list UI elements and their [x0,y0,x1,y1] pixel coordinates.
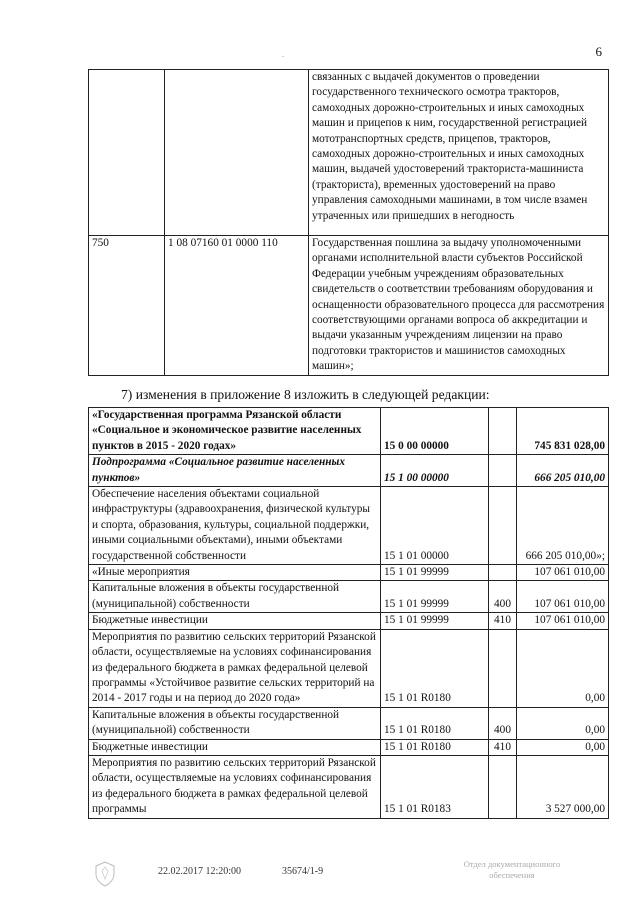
revenue-code-cell [165,70,309,236]
table-row [89,487,609,565]
budget-allocation-table [88,407,609,819]
amount-cell: 3 527 000,00 [517,755,609,818]
item-name-cell: Бюджетные инвестиции [89,613,381,629]
target-code-cell: 15 1 01 00000 [381,487,489,565]
amount-cell: 107 061 010,00 [517,565,609,581]
table-row [89,755,609,818]
amendment-intro: 7) изменения в приложение 8 изложить в следующей редакции: [121,387,490,402]
amount-cell: 0,00 [517,707,609,739]
table-row [89,236,609,376]
target-code-cell: 15 1 01 R0183 [381,755,489,818]
expense-type-cell: 410 [489,739,517,755]
expense-type-cell [489,487,517,565]
expense-type-cell: 400 [489,581,517,613]
target-code-cell: 15 0 00 00000 [381,408,489,455]
table-row [89,408,609,455]
item-name-cell: Капитальные вложения в объекты государственной (муниципальной) собственности [89,581,381,613]
target-code-cell: 15 1 00 00000 [381,455,489,487]
description-cell: связанных с выдачей документов о проведении государственного технического осмотра тракторов, самоходных дорожно-строительных и иных самоходных машин и прицепов к ним, государственной регистрацией мототранспортных средств, прицепов, тракторов, самоходных дорожно-строительных и иных самоходных машин, выдачей удостоверений тракториста-машиниста (тракториста), временных удостоверений на право управления самоходными машинами, в том числе взамен утраченных или пришедших в негодность [309,70,609,236]
document-footer [0,857,640,897]
page-number: 6 [595,44,602,59]
expense-type-cell [489,455,517,487]
table-row [89,581,609,613]
item-name-cell: Мероприятия по развитию сельских территорий Рязанской области, осуществляемые на условиях софинансирования из федерального бюджета в рамках федеральной целевой программы [89,755,381,818]
document-number: 35674/1-9 [282,866,324,877]
expense-type-cell: 410 [489,613,517,629]
revenue-code-table [88,69,609,376]
table-row [89,455,609,487]
admin-code-cell: 750 [89,236,165,376]
revenue-code-cell: 1 08 07160 01 0000 110 [165,236,309,376]
expense-type-cell [489,565,517,581]
amount-cell: 745 831 028,00 [517,408,609,455]
office-stamp: Отдел документационного обеспечения [463,859,561,880]
expense-type-cell [489,629,517,707]
target-code-cell: 15 1 01 99999 [381,581,489,613]
amount-cell: 0,00 [517,629,609,707]
table-row [89,739,609,755]
admin-code-cell [89,70,165,236]
amount-cell: 666 205 010,00»; [517,487,609,565]
description-cell: Государственная пошлина за выдачу уполномоченными органами исполнительной власти субъектов Российской Федерации учебным учреждениям образовательных свидетельств о соответствии требованиям оборудования и оснащенности образовательного процесса для рассмотрения соответствующими органами вопроса об аккредитации и выдачи указанным учреждениям лицензии на право подготовки трактористов и машинистов самоходных машин»; [309,236,609,376]
target-code-cell: 15 1 01 R0180 [381,707,489,739]
target-code-cell: 15 1 01 R0180 [381,629,489,707]
table-row [89,629,609,707]
target-code-cell: 15 1 01 99999 [381,613,489,629]
amount-cell: 107 061 010,00 [517,613,609,629]
item-name-cell: Мероприятия по развитию сельских территорий Рязанской области, осуществляемые на условиях софинансирования из федерального бюджета в рамках федеральной целевой программы «Устойчивое развитие сельских территорий на 2014 - 2017 годы и на период до 2020 года» [89,629,381,707]
table-row [89,707,609,739]
top-mark: . [282,50,284,59]
amount-cell: 0,00 [517,739,609,755]
item-name-cell: «Государственная программа Рязанской области «Социальное и экономическое развитие населенных пунктов в 2015 - 2020 годах» [89,408,381,455]
item-name-cell: Подпрограмма «Социальное развитие населенных пунктов» [89,455,381,487]
registration-timestamp: 22.02.2017 12:20:00 [158,866,242,877]
amount-cell: 666 205 010,00 [517,455,609,487]
table-row [89,70,609,236]
target-code-cell: 15 1 01 R0180 [381,739,489,755]
expense-type-cell [489,755,517,818]
item-name-cell: Капитальные вложения в объекты государственной (муниципальной) собственности [89,707,381,739]
expense-type-cell [489,408,517,455]
expense-type-cell: 400 [489,707,517,739]
table-row [89,565,609,581]
item-name-cell: Обеспечение населения объектами социальной инфраструктуры (здравоохранения, физической культуры и спорта, образования, культуры, социальной поддержки, иными социальными объектами), иными объектами государственной собственности [89,487,381,565]
item-name-cell: Бюджетные инвестиции [89,739,381,755]
item-name-cell: «Иные мероприятия [89,565,381,581]
table-row [89,613,609,629]
coat-of-arms-icon [94,861,116,887]
amount-cell: 107 061 010,00 [517,581,609,613]
target-code-cell: 15 1 01 99999 [381,565,489,581]
